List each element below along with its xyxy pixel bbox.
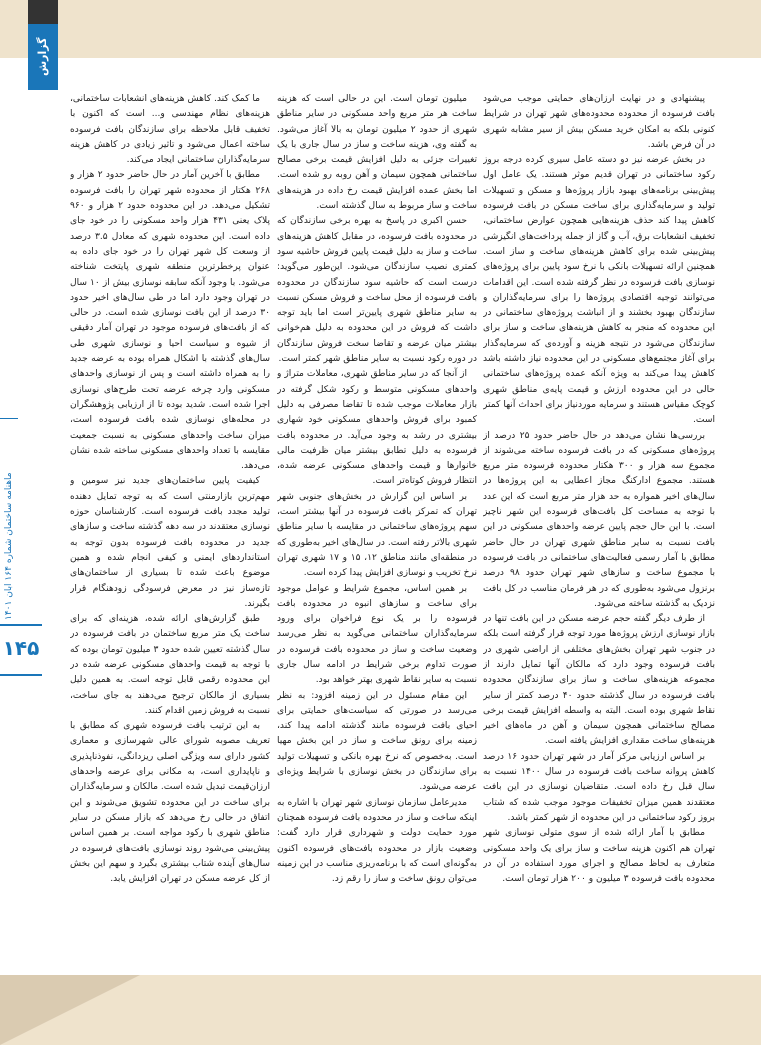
paragraph: مدیرعامل سازمان نوسازی شهر تهران با اشاره به اینکه ساخت و ساز در محدوده بافت فرسوده همچنان مورد حمایت دولت و شهرداری قرار دارد گفت: وضعیت بازار در محدوده بافت‌های فرسوده اکنون به‌گونه‌ای است که با برنامه‌ریزی مناسب در این زمینه می‌توان رونق ساخت و ساز را رقم زد. (277, 797, 477, 885)
paragraph: طبق گزارش‌های ارائه شده، هزینه‌ای که برای ساخت یک متر مربع ساختمان در بافت فرسوده در سال گذشته تعیین شده حدود ۳ میلیون تومان بوده که با توجه به قیمت واحدهای مسکونی عرضه شده در این محدوده رقمی قابل توجه است. به همین دلیل بسیاری از مالکان ترجیح می‌دهند به جای ساخت، نسبت به فروش زمین اقدام کنند. (70, 614, 270, 716)
paragraph: در بخش عرضه نیز دو دسته عامل سیری کرده درجه بروز رکود ساختمانی در تهران قدیم موثر هستند. یک عامل اول پیش‌بینی برنامه‌های بهبود بازار پروژه‌ها و مسکن و تسهیلات تولید و سرمایه‌گذاری برای ساخت مسکن در بافت فرسوده کاهش پیدا کند حذف هزینه‌هایی همچون عوارض ساختمانی، تخفیف انشعابات برق، آب و گاز از جمله پرداخت‌های انگیزشی پیش‌بینی شده برای کاهش هزینه‌های ساخت و ساز است. همچنین ارائه تسهیلات بانکی با نرخ سود پایین برای پروژه‌های نوسازی بافت فرسوده در نظر گرفته شده است. این اقدامات می‌توانند توجیه اقتصادی پروژه‌ها را برای سرمایه‌گذاران و سازندگان بهبود بخشند و از انباشت پروژه‌های ساختمانی در این محدوده که منجر به کاهش هزینه‌های ساخت و ساز برای سازندگان می‌شود در نتیجه هزینه و آورده‌ی که سرمایه‌گذار برای آغاز مجتمع‌های مسکونی در این محدوده نیاز داشته باشد کاهش پیدا می‌کند به ویژه آنکه عمده پروژه‌های ساختمانی حالی در این محدوده ارزش و قیمت پایه‌ی مناطق شهری کوچک مقیاس هستند و سرمایه موردنیاز برای احداث آنها کمتر است. (483, 155, 715, 426)
article-column-middle (277, 92, 477, 972)
paragraph: میلیون تومان است. این در حالی است که هزینه ساخت هر متر مربع واحد مسکونی در سایر مناطق شهری از حدود ۲ میلیون تومان به بالا آغاز می‌شود. به گفته وی، هزینه ساخت و ساز در سال جاری با یک تغییرات جزئی به دلیل افزایش قیمت برخی مصالح ساختمانی همچون سیمان و آهن روبه رو شده است. اما بخش عمده افزایش قیمت رخ داده در هزینه‌های ساخت و ساز مربوط به سال گذشته است. (277, 94, 477, 212)
paragraph: بر اساس ارزیابی مرکز آمار در شهر تهران حدود ۱۶ درصد کاهش پروانه ساخت بافت فرسوده در سال ۱۴۰۰ نسبت به سال قبل رخ داده است. متقاضیان نوسازی در این بافت معتقدند همین میزان تخفیفات موجود موجب شده که شتاب بروز رکود ساختمانی در این محدوده از شهر کمتر باشد. (483, 751, 715, 823)
article-column-right (483, 92, 715, 972)
paragraph: از طرف دیگر گفته حجم عرضه مسکن در این بافت تنها در بازار نوسازی ارزش پروژه‌ها مورد توجه قرار گرفته است بلکه در جنوب شهر تهران بخش‌های مختلفی از اراضی شهری در بافت فرسوده وجود دارد که مالکان آنها تمایل دارند از مجموعه هزینه‌های ساخت و ساز برای سازندگان محدوده بافت فرسوده در سال گذشته حدود ۴۰ درصد کمتر از سایر نقاط شهری بوده است. البته به واسطه افزایش قیمت برخی مصالح ساختمانی همچون سیمان و آهن در ماه‌های اخیر هزینه‌های ساخت مقداری افزایش یافته است. (483, 614, 715, 747)
issue-caption: ماهنامه ساختمان شماره ۱۶۴ آبان ۱۴۰۱ (4, 472, 14, 620)
section-tab-label: گزارش (36, 37, 49, 77)
paragraph: بر اساس این گزارش در بخش‌های جنوبی شهر تهران که تمرکز بافت فرسوده در آنها بیشتر است، سهم پروژه‌های ساختمانی در مقایسه با سایر مناطق شهری بالاتر رفته است. در سال‌های اخیر به‌طوری که در منطقه‌ای مانند مناطق ۱۲، ۱۵ و ۱۷ شهری تهران نرخ تخریب و نوسازی افزایش پیدا کرده است. (277, 491, 477, 579)
paragraph: به این ترتیب بافت فرسوده شهری که مطابق با تعریف مصوبه شورای عالی شهرسازی و معماری کشور دارای سه ویژگی اصلی ریزدانگی، نفوذناپذیری و ناپایداری است، به مکانی برای عرضه واحدهای ارزان‌قیمت تبدیل شده است. مالکان و سرمایه‌گذاران برای ساخت در این محدوده تشویق می‌شوند و این اتفاق در حالی رخ می‌دهد که بازار مسکن در سایر مناطق شهری با رکود مواجه است. بر همین اساس پیش‌بینی می‌شود روند نوسازی بافت‌های فرسوده در سال‌های آینده شتاب بیشتری بگیرد و سهم این بخش از کل عرضه مسکن در تهران افزایش یابد. (70, 721, 270, 885)
paragraph: مطابق با آخرین آمار در حال حاضر حدود ۲ هزار و ۲۶۸ هکتار از محدوده شهر تهران را بافت فرسوده تشکیل می‌دهد. در این محدوده حدود ۲ هزار و ۹۶۰ پلاک یعنی ۴۳۱ هزار واحد مسکونی را در خود جای داده است. این محدوده شهری که معادل ۳.۵ درصد از وسعت کل شهر تهران را در خود جای داده به عنوان پرخطرترین منطقه شهری پایتخت شناخته می‌شود. با وجود آنکه سابقه نوسازی بیش از ۱۰ سال در تهران وجود دارد اما در طی سال‌های اخیر حدود ۳۰ درصد از این بافت نوسازی شده است. در حالی که از بافت‌های فرسوده موجود در تهران آمار دقیقی از شیوه و سیاست احیا و نوسازی شهری طی سال‌های گذشته با اشکال همراه بوده به عرضه جدید را به همراه داشته است و پس از نوسازی واحدهای مسکونی وارد چرخه عرضه تحت طرح‌های نوسازی اجرا شده است. شدید بوده تا از ارزیابی پژوهشگران در محله‌های نوسازی شده بافت فرسوده است، میزان ساخت واحدهای مسکونی به نسبت جمعیت مقایسه با تعداد واحدهای مسکونی ساخته شده نشان می‌دهد. (70, 170, 270, 472)
article-column-left (70, 92, 270, 972)
top-decorative-band (0, 0, 761, 58)
paragraph: این مقام مسئول در این زمینه افزود: به نظر می‌رسد در صورتی که سیاست‌های حمایتی برای احیای بافت فرسوده مانند گذشته ادامه پیدا کند، زمینه برای رونق ساخت و ساز در این بخش مهیا است. به‌خصوص که نرخ بهره بانکی و تسهیلات تولید برای سازندگان در بخش نوسازی با شرایط ویژه‌ای عرضه می‌شود. (277, 690, 477, 793)
section-tab-dark-block (28, 0, 58, 24)
paragraph: پیشنهادی و در نهایت ارزان‌های حمایتی موجب می‌شود بافت فرسوده از محدوده محدوده‌های شهر تهران در شرایط کنونی بلکه به امکان خرید مسکن بیش از سیر مشابه شهری در آن فرض باشد. (483, 94, 715, 150)
paragraph: ما کمک کند. کاهش هزینه‌های انشعابات ساختمانی، هزینه‌های نظام مهندسی و... است که اکنون با تخفیف قابل ملاحظه برای سازندگان بافت فرسوده ساخته اعمال می‌شود و تاثیر زیادی در کاهش هزینه سرمایه‌گذاران ساختمانی ایجاد می‌کند. (70, 94, 270, 166)
paragraph: بر همین اساس، مجموع شرایط و عوامل موجود برای ساخت و سازهای انبوه در محدوده بافت فرسوده را بر یک نوع فراخوان برای ورود سرمایه‌گذاران ساختمانی می‌گوید به نظر می‌رسد وضعیت ساخت و ساز در محدوده بافت فرسوده در صورت تداوم برخی شرایط در ادامه سال جاری نسبت به سایر نقاط شهری بهتر خواهد بود. (277, 583, 477, 686)
page-number: ۱۴۵ (2, 636, 40, 660)
side-divider (0, 418, 18, 419)
paragraph: حسن اکبری در پاسخ به بهره برخی سازندگان که در محدوده بافت فرسوده، در مقابل کاهش هزینه‌های ساخت و ساز به دلیل قیمت پایین فروش حاشیه سود کمتری نصیب سازندگان می‌شود. این‌طور می‌گوید: درست است که حاشیه سود سازندگان در محدوده بافت فرسوده از محل ساخت و فروش مسکن نسبت به سایر مناطق شهری پایین‌تر است اما باید توجه داشت که فروش در این محدوده به دلیل هم‌خوانی بیشتر میان عرضه و تقاضا سخت فروش سازندگان در دوره رکود نسبت به سایر مناطق شهر کمتر است. (277, 216, 477, 365)
paragraph: مطابق با آمار ارائه شده از سوی متولی نوسازی شهر تهران هم اکنون هزینه ساخت و ساز برای یک واحد مسکونی متعارف به لحاظ مصالح و اجرای مورد استفاده در آن در محدوده بافت فرسوده ۳ میلیون و ۲۰۰ هزار تومان است. (483, 828, 715, 885)
bottom-decorative-triangle (0, 975, 140, 1045)
paragraph: کیفیت پایین ساختمان‌های جدید نیز سومین و مهم‌ترین بازارمنتی است که به توجه تمایل دهنده تولید مجدد بافت فرسوده است. کارشناسان حوزه نوسازی معتقدند در سه دهه گذشته ساخت و سازهای جدید در محدوده بافت فرسوده بدون توجه به استانداردهای ایمنی و کیفی انجام شده و همین موضوع باعث شده تا بسیاری از ساختمان‌های تازه‌ساز نیز در معرض فرسودگی زودهنگام قرار بگیرند. (70, 476, 270, 609)
paragraph: بررسی‌ها نشان می‌دهد در حال حاضر حدود ۲۵ درصد از پروژه‌های مسکونی که در بافت فرسوده ساخته می‌شوند از مجموع سه هزار و ۳۰۰ هکتار محدوده فرسوده متر مربع هستند. مجموع ادارکنگ مجاز اعطایی به این پروژه‌ها در سال‌های اخیر همواره به حد هزار متر مربع است که این عدد با توجه به مساحت کل بافت‌های فرسوده این شهر ناچیز است. با این حال حجم پایین عرضه واحدهای مسکونی در این بافت نسبت به سایر مناطق شهری تهران در حال حاضر مطابق با آمار رسمی فعالیت‌های ساختمانی در بافت فرسوده با مجموع ساخت و سازهای شهر تهران حدود ۹۸ درصد برنزول می‌شود به‌طوری که در هر فرمان مناسب در کل بافت نزدیک به گذشته ساخته می‌شود. (483, 430, 715, 609)
paragraph: از آنجا که در سایر مناطق شهری، معاملات متراژ و واحدهای مسکونی متوسط و رکود شکل گرفته در بازار معاملات موجب شده تا تقاضا مصرفی به دلیل کمبود برای فروش واحدهای مسکونی خود شهاری بیشتری در رشد به وجود می‌آید. در محدوده بافت فرسوده به دلیل تطابق بیشتر میان ظرفیت مالی خانوارها و قیمت واحدهای مسکونی عرضه شده، انتظار فروش کوتاه‌تر است. (277, 369, 477, 487)
